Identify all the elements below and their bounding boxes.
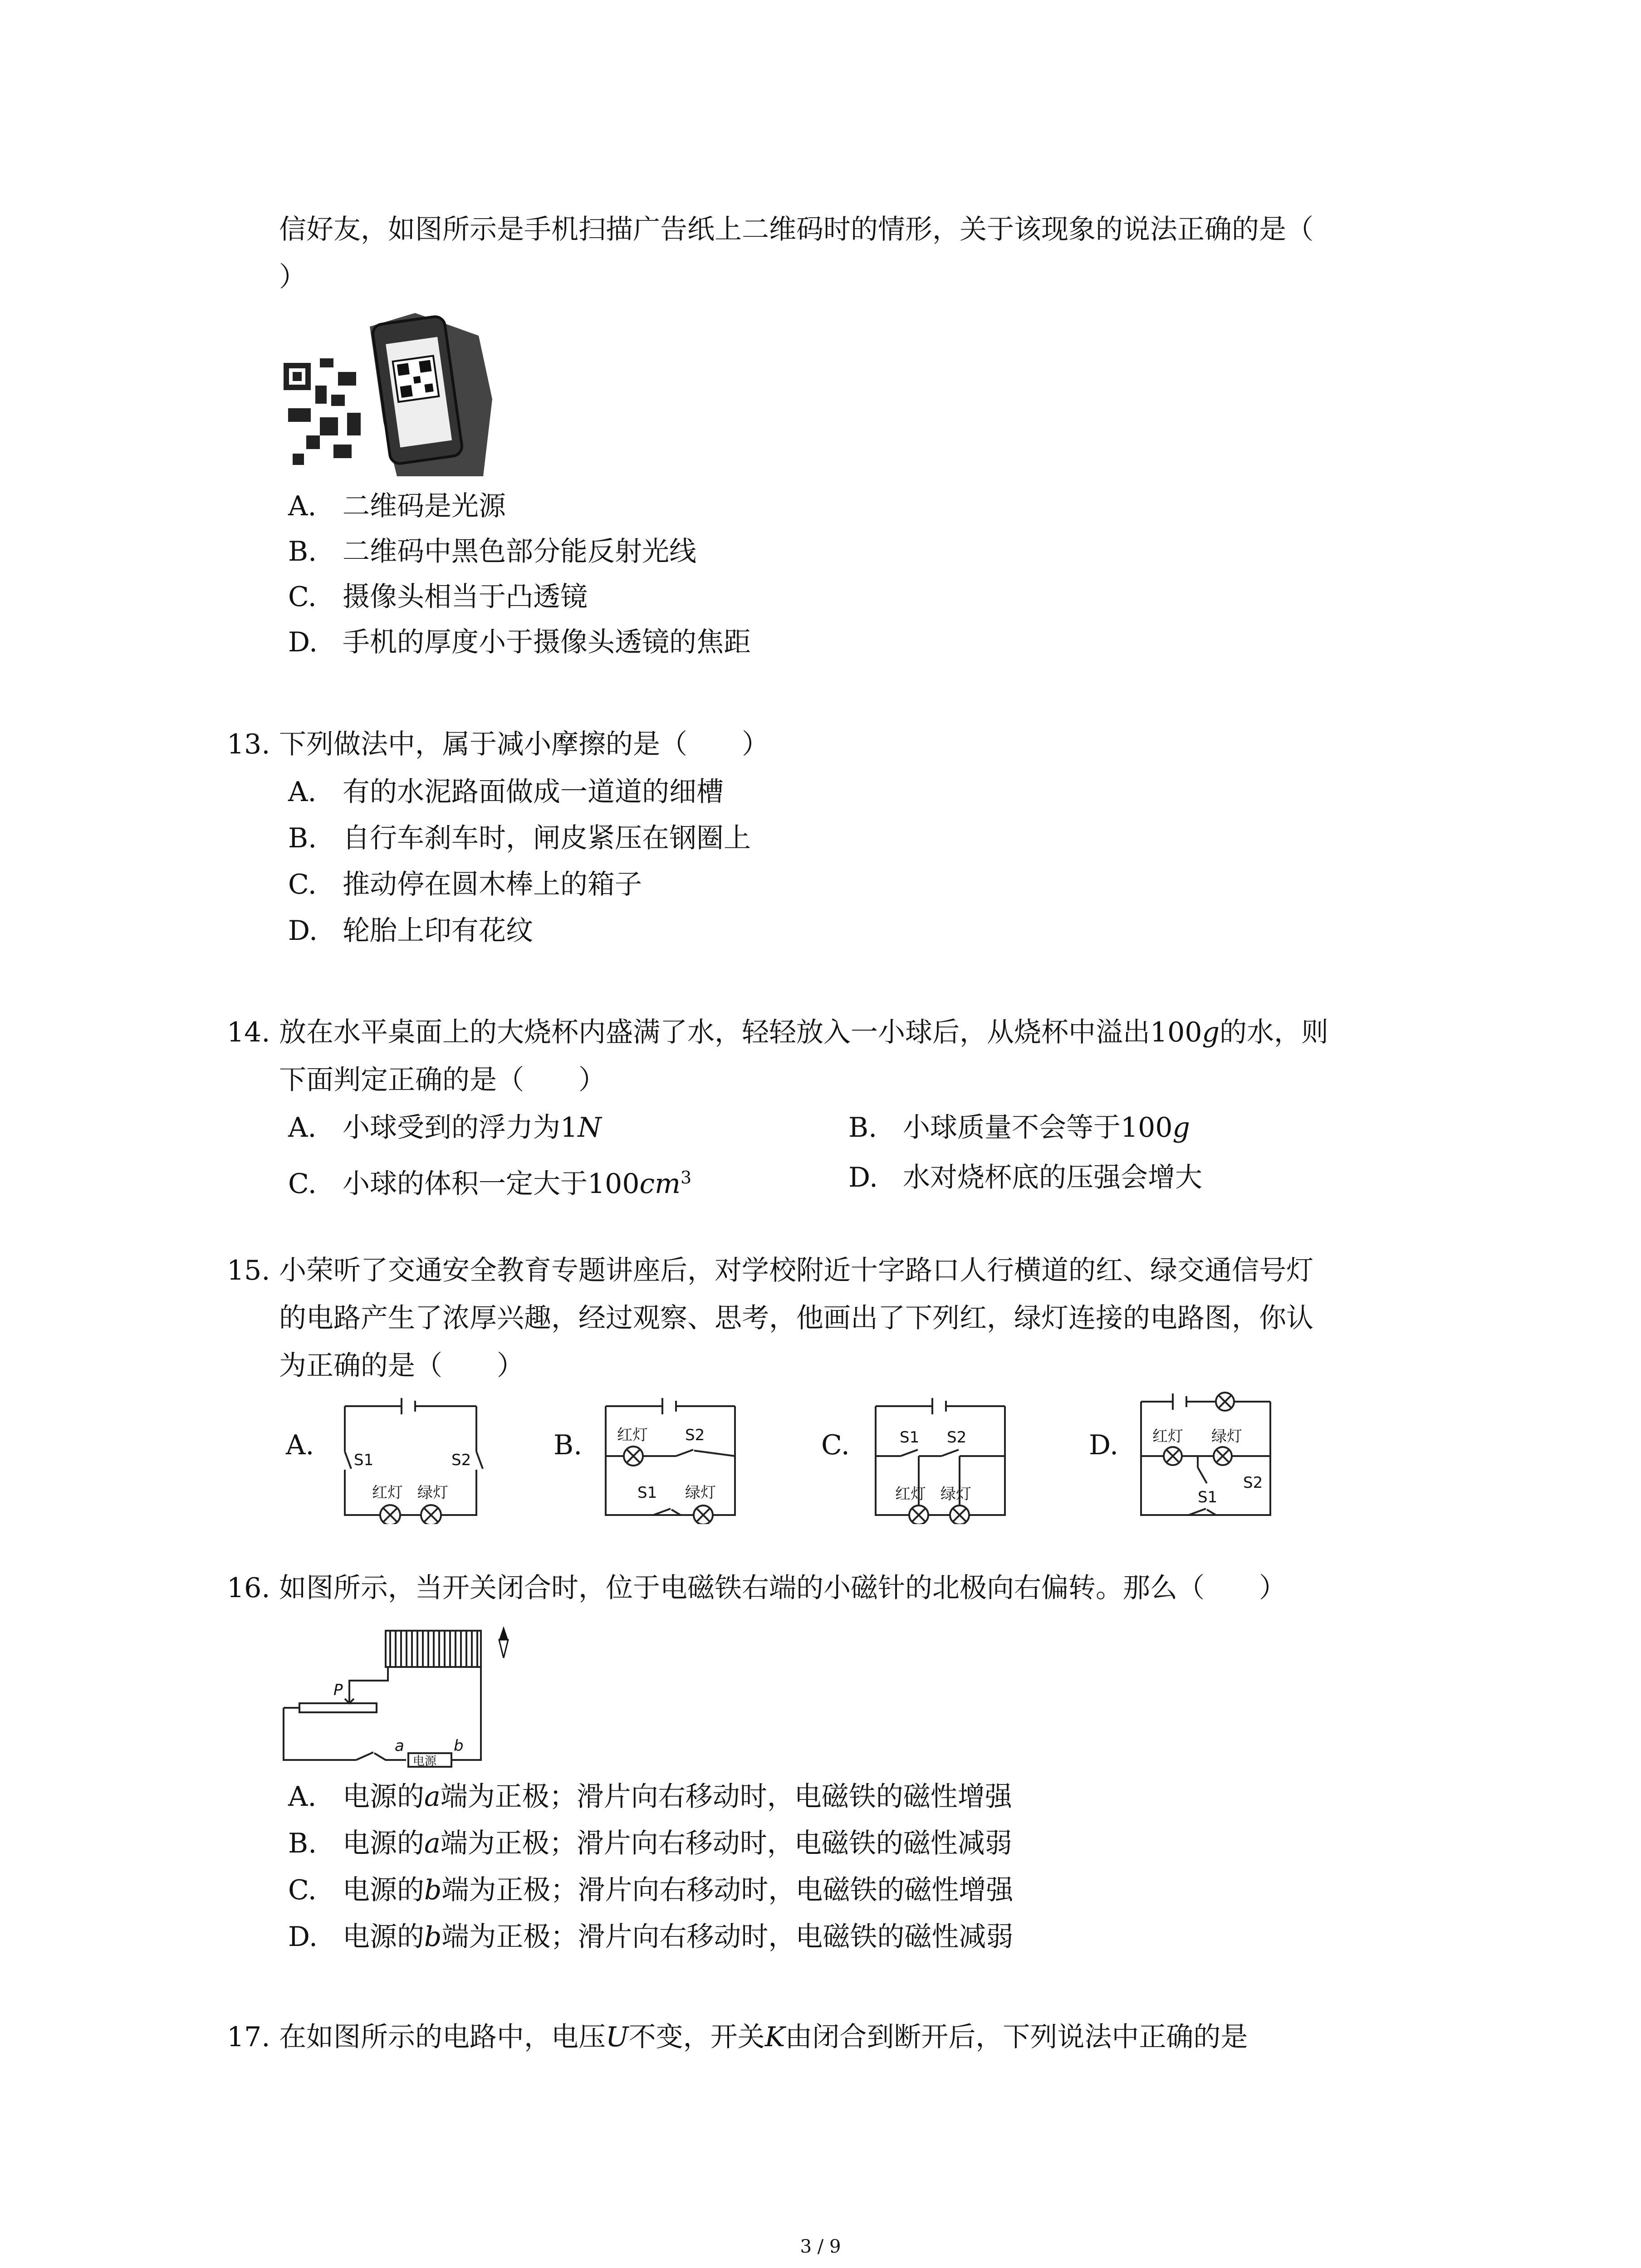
- circuit-label-c[interactable]: C.: [821, 1429, 850, 1461]
- q14-option-b[interactable]: B. 小球质量不会等于100g: [848, 1112, 1190, 1144]
- circuit-label-b[interactable]: B.: [554, 1429, 583, 1461]
- circuit-d-s2: S2: [1243, 1474, 1263, 1492]
- page-number: 3 / 9: [800, 2236, 841, 2257]
- terminal-b-label: b: [454, 1737, 464, 1755]
- terminal-a-label: a: [395, 1737, 404, 1755]
- circuit-c-s1: S1: [900, 1428, 920, 1447]
- q12-option-b[interactable]: B. 二维码中黑色部分能反射光线: [288, 536, 696, 567]
- q12-option-a[interactable]: A. 二维码是光源: [288, 490, 506, 522]
- circuit-a-red-lamp: 红灯: [372, 1484, 403, 1502]
- circuit-b-s2: S2: [685, 1426, 705, 1444]
- circuit-c-red-lamp: 红灯: [895, 1485, 926, 1503]
- q14-option-a[interactable]: A. 小球受到的浮力为1N: [288, 1112, 602, 1144]
- circuit-diagram-b: [599, 1393, 744, 1524]
- electromagnet-circuit-figure: [281, 1622, 517, 1776]
- circuit-a-s1: S1: [354, 1451, 374, 1469]
- q15-stem-line2: 的电路产生了浓厚兴趣，经过观察、思考，他画出了下列红，绿灯连接的电路图，你认: [279, 1302, 1313, 1334]
- qr-scan-illustration: [279, 308, 497, 481]
- circuit-a-green-lamp: 绿灯: [417, 1484, 448, 1502]
- q12-stem-line1: 信好友，如图所示是手机扫描广告纸上二维码时的情形，关于该现象的说法正确的是（: [279, 214, 1313, 245]
- q16-option-d[interactable]: D. 电源的b端为正极；滑片向右移动时，电磁铁的磁性减弱: [288, 1921, 1014, 1953]
- q14-option-d[interactable]: D. 水对烧杯底的压强会增大: [848, 1162, 1202, 1193]
- circuit-label-d[interactable]: D.: [1089, 1429, 1119, 1461]
- slider-p-label: P: [333, 1681, 343, 1699]
- power-source-label: 电源: [413, 1755, 437, 1768]
- circuit-c-s2: S2: [947, 1428, 967, 1447]
- circuit-b-green-lamp: 绿灯: [685, 1484, 716, 1502]
- q12-stem-line2: ）: [279, 261, 306, 293]
- circuit-d-red-lamp: 红灯: [1152, 1427, 1183, 1446]
- q13-option-c[interactable]: C. 推动停在圆木棒上的箱子: [288, 869, 642, 900]
- q13-option-d[interactable]: D. 轮胎上印有花纹: [288, 915, 533, 947]
- q15-stem-line1: 15. 小荣听了交通安全教育专题讲座后，对学校附近十字路口人行横道的红、绿交通信号灯: [227, 1255, 1313, 1286]
- q13-option-b[interactable]: B. 自行车刹车时，闸皮紧压在钢圈上: [288, 822, 751, 854]
- q14-stem-line2: 下面判定正确的是（ ）: [279, 1064, 606, 1096]
- q13-option-a[interactable]: A. 有的水泥路面做成一道道的细槽: [288, 776, 724, 808]
- q17-stem: 17. 在如图所示的电路中，电压U不变，开关K由闭合到断开后，下列说法中正确的是: [227, 2021, 1248, 2053]
- q12-option-d[interactable]: D. 手机的厚度小于摄像头透镜的焦距: [288, 626, 751, 658]
- circuit-d-s1: S1: [1198, 1488, 1218, 1506]
- q16-option-b[interactable]: B. 电源的a端为正极；滑片向右移动时，电磁铁的磁性减弱: [288, 1828, 1012, 1859]
- circuit-diagram-a: [336, 1393, 485, 1524]
- q15-stem-line3: 为正确的是（ ）: [279, 1350, 524, 1382]
- circuit-b-s1: S1: [637, 1484, 657, 1502]
- circuit-diagram-c: [869, 1393, 1014, 1524]
- q16-option-c[interactable]: C. 电源的b端为正极；滑片向右移动时，电磁铁的磁性增强: [288, 1874, 1014, 1906]
- circuit-label-a[interactable]: A.: [286, 1429, 314, 1461]
- circuit-a-s2: S2: [451, 1451, 471, 1469]
- q13-stem: 13. 下列做法中，属于减小摩擦的是（ ）: [227, 728, 769, 760]
- circuit-b-red-lamp: 红灯: [617, 1426, 648, 1444]
- q16-stem: 16. 如图所示，当开关闭合时，位于电磁铁右端的小磁针的北极向右偏转。那么（ ）: [227, 1572, 1286, 1604]
- circuit-d-green-lamp: 绿灯: [1211, 1427, 1242, 1446]
- q16-option-a[interactable]: A. 电源的a端为正极；滑片向右移动时，电磁铁的磁性增强: [288, 1781, 1012, 1813]
- q14-option-c[interactable]: C. 小球的体积一定大于$100cm^3$: [288, 1168, 692, 1200]
- q12-option-c[interactable]: C. 摄像头相当于凸透镜: [288, 581, 588, 613]
- q14-stem-line1: 14. 放在水平桌面上的大烧杯内盛满了水，轻轻放入一小球后，从烧杯中溢出100g的水，则: [227, 1017, 1328, 1048]
- circuit-c-green-lamp: 绿灯: [941, 1485, 971, 1503]
- circuit-diagram-d: [1134, 1388, 1279, 1524]
